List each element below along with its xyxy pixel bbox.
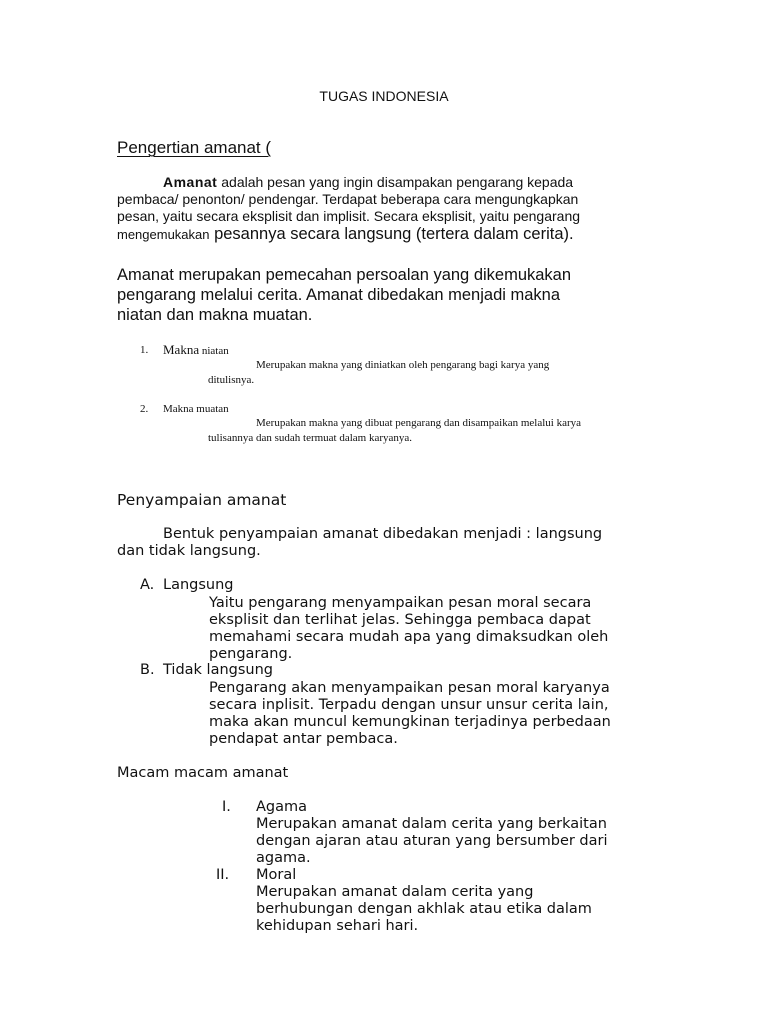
cara-item-b-label: Tidak langsung — [163, 662, 273, 678]
makna-item-2-label-small: Makna muatan — [163, 403, 229, 415]
paragraph2-line-2: pengarang melalui cerita. Amanat dibedakan menjadi makna — [117, 286, 561, 304]
cara-item-a-desc-line-4: pengarang. — [209, 646, 293, 662]
bentuk-line-1: Bentuk penyampaian amanat dibedakan menjadi : langsung — [163, 526, 603, 542]
cara-item-b-desc-line-2: secara inplisit. Terpadu dengan unsur unsur cerita lain, — [209, 697, 609, 713]
cara-item-b-desc-line-3: maka akan muncul kemungkinan terjadinya perbedaan — [209, 714, 611, 730]
makna-item-1-label — [163, 341, 229, 359]
macam-item-1-desc-line-2: dengan ajaran atau aturan yang bersumber dari — [256, 833, 608, 849]
bentuk-line-2: dan tidak langsung. — [117, 543, 261, 559]
paragraph2-line-3: niatan dan makna muatan. — [117, 306, 313, 324]
intro-line-1-rest: adalah pesan yang ingin disampakan pengarang kepada — [217, 174, 574, 190]
intro-line-1 — [163, 174, 573, 191]
makna-item-2-desc-line-2: tulisannya dan sudah termuat dalam karyanya. — [208, 432, 413, 444]
cara-item-b-desc-line-1: Pengarang akan menyampaikan pesan moral karyanya — [209, 680, 610, 696]
macam-item-2-label: Moral — [256, 867, 297, 883]
intro-line-3: pesan, yaitu secara eksplisit dan implisit. Secara eksplisit, yaitu pengarang — [117, 208, 581, 224]
macam-item-2-desc-line-3: kehidupan sehari hari. — [256, 918, 419, 934]
macam-item-1-desc-line-3: agama. — [256, 850, 311, 866]
macam-item-2-desc-line-1: Merupakan amanat dalam cerita yang — [256, 884, 534, 900]
makna-item-1-label-big: Makna — [163, 342, 200, 357]
cara-item-b-marker: B. — [140, 662, 155, 678]
macam-item-1-desc-line-1: Merupakan amanat dalam cerita yang berkaitan — [256, 816, 607, 832]
heading-penyampaian-amanat: Penyampaian amanat — [117, 491, 287, 509]
makna-item-1-label-small: niatan — [199, 345, 229, 357]
makna-item-2-desc-line-1: Merupakan makna yang dibuat pengarang dan disampaikan melalui karya — [256, 417, 581, 429]
intro-line-4 — [117, 226, 574, 243]
cara-item-a-desc-line-1: Yaitu pengarang menyampaikan pesan moral secara — [209, 595, 592, 611]
makna-item-1-number: 1. — [140, 344, 149, 356]
document-title: TUGAS INDONESIA — [319, 88, 449, 104]
macam-item-2-marker: II. — [216, 867, 230, 883]
makna-item-1-desc-line-1: Merupakan makna yang diniatkan oleh pengarang bagi karya yang — [256, 359, 550, 371]
cara-item-a-marker: A. — [140, 577, 155, 593]
paragraph2-line-1: Amanat merupakan pemecahan persoalan yang dikemukakan — [117, 266, 572, 284]
macam-item-1-label: Agama — [256, 799, 308, 815]
intro-lead-word: Amanat — [163, 174, 218, 190]
intro-line-2: pembaca/ penonton/ pendengar. Terdapat beberapa cara mengungkapkan — [117, 191, 579, 207]
makna-item-1-desc-line-2: ditulisnya. — [208, 374, 255, 386]
heading-pengertian-amanat: Pengertian amanat ( — [117, 138, 272, 157]
intro-line-4-small: mengemukakan — [117, 227, 210, 242]
macam-item-2-desc-line-2: berhubungan dengan akhlak atau etika dalam — [256, 901, 592, 917]
cara-item-a-desc-line-2: eksplisit dan terlihat jelas. Sehingga pembaca dapat — [209, 612, 591, 628]
cara-item-a-label: Langsung — [163, 577, 234, 593]
makna-item-2-number: 2. — [140, 403, 149, 415]
makna-item-2-label — [163, 403, 229, 415]
heading-macam-amanat: Macam macam amanat — [117, 765, 289, 781]
macam-item-1-marker: I. — [222, 799, 231, 815]
cara-item-b-desc-line-4: pendapat antar pembaca. — [209, 731, 398, 747]
intro-line-4-big: pesannya secara langsung (tertera dalam cerita). — [209, 225, 574, 243]
cara-item-a-desc-line-3: memahami secara mudah apa yang dimaksudkan oleh — [209, 629, 609, 645]
